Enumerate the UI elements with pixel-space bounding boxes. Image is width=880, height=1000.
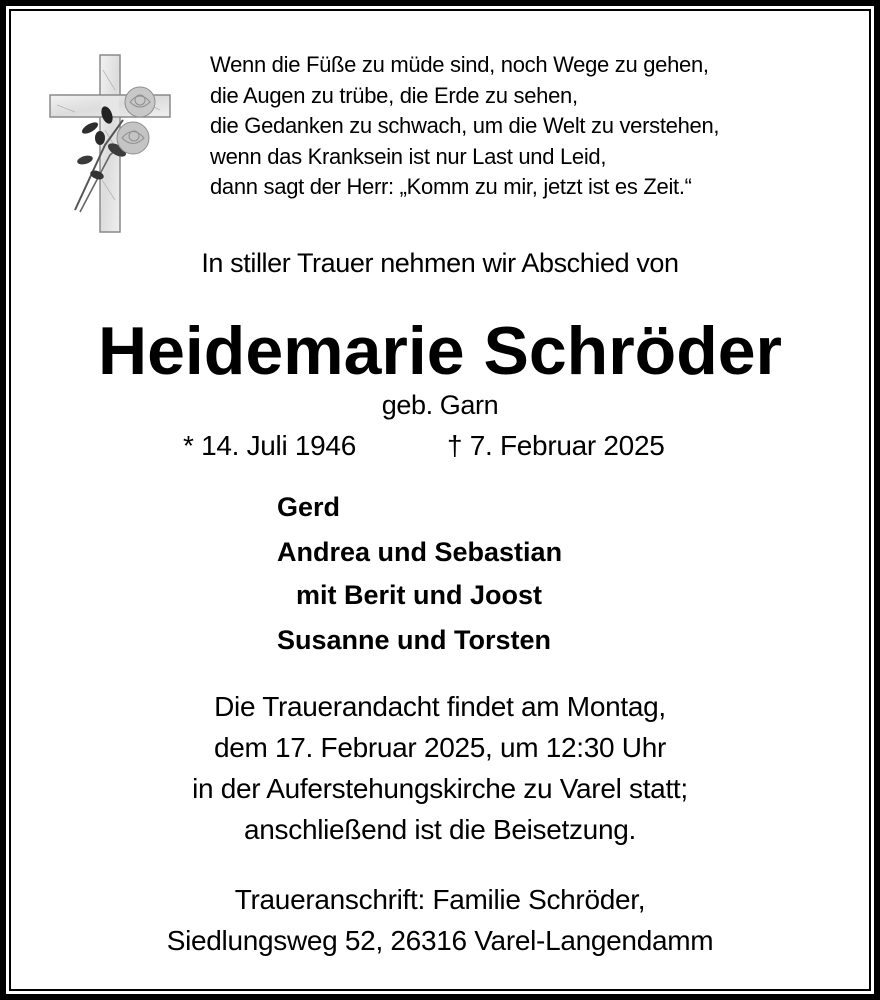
intro-text: In stiller Trauer nehmen wir Abschied von	[201, 248, 679, 278]
poem-line: die Augen zu trübe, die Erde zu sehen,	[210, 82, 578, 108]
maiden-name: geb. Garn	[381, 390, 499, 420]
service-line: dem 17. Februar 2025, um 12:30 Uhr	[213, 732, 667, 763]
deceased-name: Heidemarie Schröder	[97, 313, 783, 389]
poem-line: dann sagt der Herr: „Komm zu mir, jetzt ist es Zeit.“	[210, 174, 692, 199]
family-member: Susanne und Torsten	[277, 625, 552, 655]
death-date: † 7. Februar 2025	[447, 430, 665, 461]
service-line: in der Auferstehungskirche zu Varel statt;	[192, 773, 688, 804]
family-member: mit Berit und Joost	[296, 580, 543, 610]
poem-line: Wenn die Füße zu müde sind, noch Wege zu gehen,	[210, 52, 709, 77]
address-line: Siedlungsweg 52, 26316 Varel-Langendamm	[166, 925, 714, 956]
birth-date: * 14. Juli 1946	[183, 430, 356, 461]
mourning-address	[0, 879, 880, 961]
poem	[210, 50, 719, 203]
service-line: Die Trauerandacht findet am Montag,	[214, 691, 666, 722]
service-info	[0, 686, 880, 850]
family-member: Gerd	[277, 492, 341, 522]
address-line: Traueranschrift: Familie Schröder,	[234, 884, 646, 915]
poem-line: die Gedanken zu schwach, um die Welt zu verstehen,	[210, 113, 720, 138]
service-line: anschließend ist die Beisetzung.	[244, 814, 636, 845]
cross-with-roses-icon	[45, 50, 175, 235]
poem-line: wenn das Kranksein ist nur Last und Leid,	[210, 143, 607, 169]
family-member: Andrea und Sebastian	[277, 537, 563, 567]
